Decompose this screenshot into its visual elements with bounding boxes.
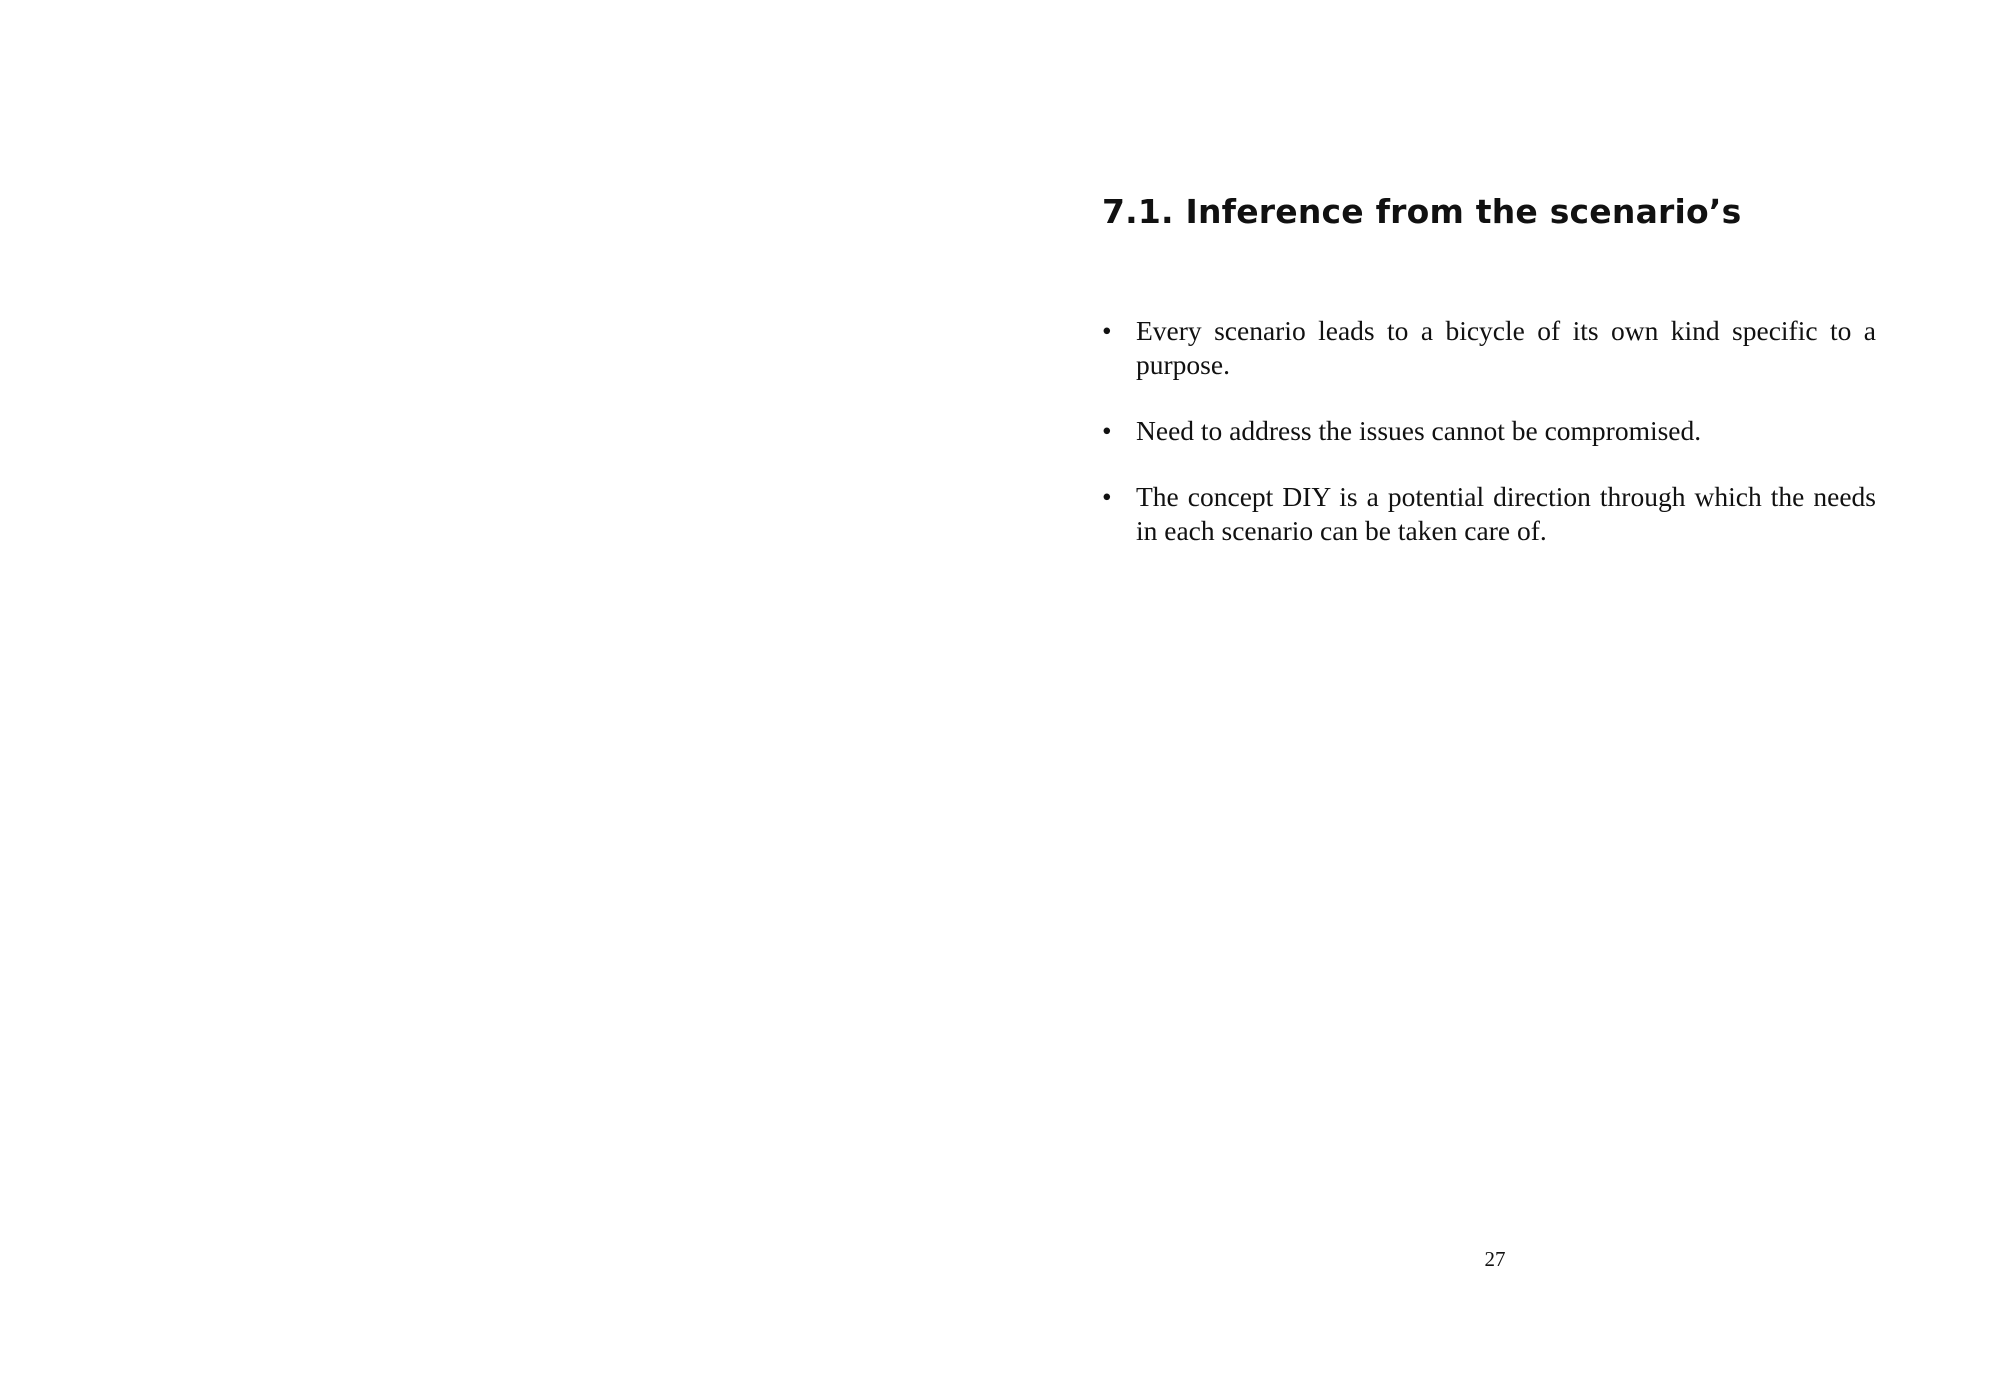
section-heading: 7.1. Inference from the scenario’s bbox=[1102, 192, 1742, 231]
right-page bbox=[1000, 0, 2000, 1385]
bullet-text: Need to address the issues cannot be compromised. bbox=[1136, 415, 1702, 446]
bullet-icon: • bbox=[1102, 315, 1112, 346]
bullet-icon: • bbox=[1102, 415, 1112, 446]
bullet-text: The concept DIY is a potential direction through which the needs in each scenario can be taken care of. bbox=[1136, 481, 1876, 546]
list-item bbox=[1102, 480, 1876, 548]
list-item bbox=[1102, 414, 1876, 448]
bullet-icon: • bbox=[1102, 481, 1112, 512]
list-item bbox=[1102, 314, 1876, 382]
bullet-text: Every scenario leads to a bicycle of its own kind specific to a purpose. bbox=[1136, 315, 1876, 380]
page-number: 27 bbox=[1484, 1247, 1506, 1271]
bullet-list bbox=[1102, 314, 1876, 580]
